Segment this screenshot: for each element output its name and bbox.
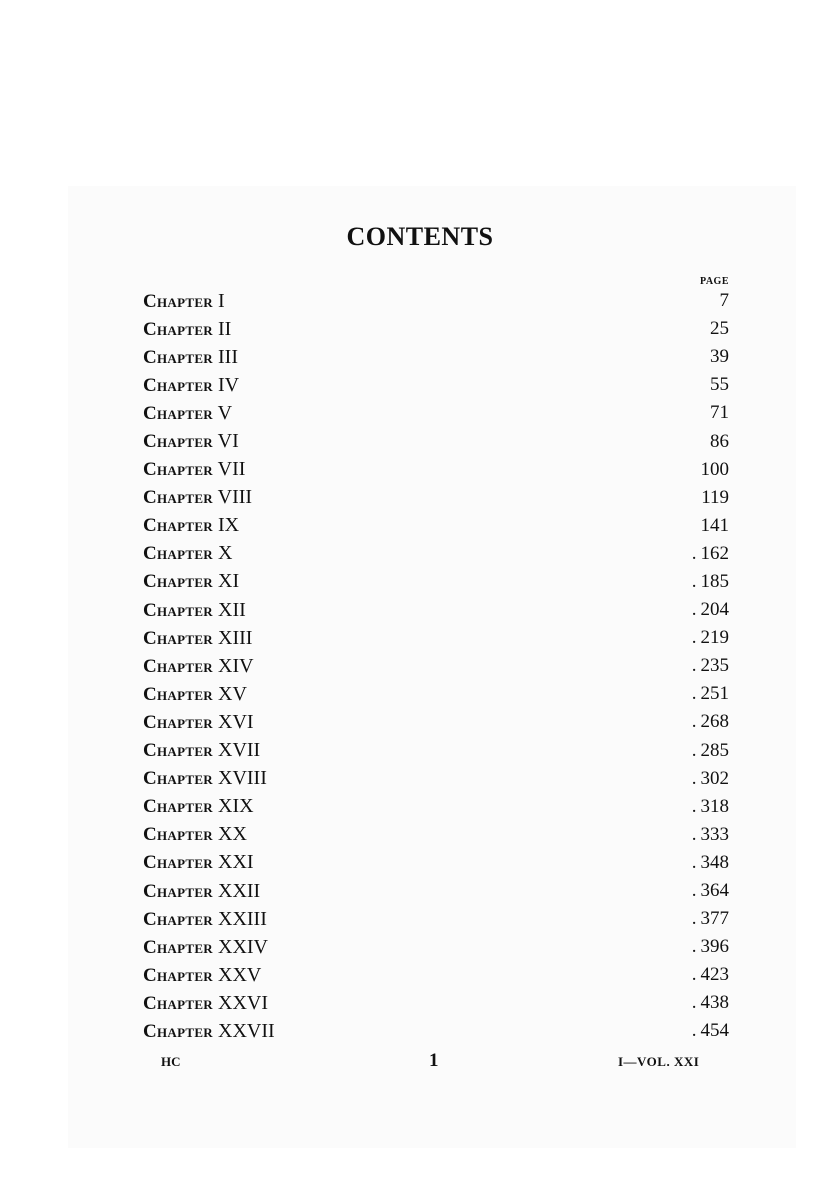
toc-entry <box>143 737 729 765</box>
page-number: 25 <box>710 318 729 340</box>
chapter-number: XXI <box>218 851 254 874</box>
chapter-heading <box>143 908 267 931</box>
chapter-number: XIX <box>218 795 254 818</box>
chapter-page <box>692 796 729 818</box>
chapter-number: III <box>218 345 238 368</box>
chapter-number: XVII <box>218 739 261 762</box>
footer-page-number: 1 <box>429 1050 439 1071</box>
chapter-word: Chapter <box>143 1020 213 1042</box>
chapter-word: Chapter <box>143 852 213 874</box>
chapter-number: XI <box>218 570 240 593</box>
toc-entry <box>143 793 729 821</box>
chapter-word: Chapter <box>143 599 213 621</box>
page-number: 100 <box>700 458 729 480</box>
leader-dot: . <box>691 880 697 902</box>
footer-signature: HC <box>161 1054 181 1069</box>
toc-entry <box>143 315 729 343</box>
leader-dot: . <box>691 851 697 873</box>
chapter-number: XXIII <box>218 907 267 930</box>
chapter-number: XXII <box>218 879 261 902</box>
chapter-word: Chapter <box>143 543 213 565</box>
chapter-word: Chapter <box>143 683 213 705</box>
chapter-word: Chapter <box>143 290 213 312</box>
page-number: 268 <box>700 711 729 733</box>
leader-dot: . <box>691 908 697 930</box>
toc-entry <box>143 849 729 877</box>
chapter-heading <box>143 739 260 762</box>
toc-entry <box>143 961 729 989</box>
table-of-contents <box>143 287 729 1046</box>
chapter-heading <box>143 936 268 959</box>
chapter-heading <box>143 402 232 425</box>
chapter-word: Chapter <box>143 431 213 453</box>
toc-entry <box>143 765 729 793</box>
footer-volume: I—VOL. XXI <box>618 1054 700 1069</box>
chapter-heading <box>143 486 252 509</box>
chapter-heading <box>143 514 239 537</box>
chapter-word: Chapter <box>143 768 213 790</box>
chapter-page <box>692 683 729 705</box>
chapter-page <box>692 627 729 649</box>
page-number: 377 <box>700 908 729 930</box>
chapter-heading <box>143 823 247 846</box>
toc-entry <box>143 821 729 849</box>
chapter-number: VIII <box>217 486 253 509</box>
toc-entry <box>143 540 729 568</box>
chapter-word: Chapter <box>143 796 213 818</box>
chapter-heading <box>143 711 254 734</box>
toc-entry <box>143 989 729 1017</box>
chapter-page <box>692 992 729 1014</box>
chapter-number: XXV <box>218 963 262 986</box>
chapter-page <box>692 740 729 762</box>
page-number: 141 <box>700 514 729 536</box>
page-number: 333 <box>700 823 729 845</box>
leader-dot: . <box>691 795 697 817</box>
chapter-number: IV <box>218 373 240 396</box>
leader-dot: . <box>691 936 697 958</box>
chapter-number: VII <box>217 458 246 481</box>
toc-entry <box>143 1017 729 1045</box>
chapter-heading <box>143 1020 275 1043</box>
chapter-word: Chapter <box>143 908 213 930</box>
leader-dot: . <box>691 964 697 986</box>
chapter-heading <box>143 964 261 987</box>
page-number: 204 <box>700 599 729 621</box>
chapter-page <box>710 431 729 453</box>
chapter-word: Chapter <box>143 571 213 593</box>
chapter-word: Chapter <box>143 459 213 481</box>
page-number: 55 <box>710 374 729 396</box>
chapter-page <box>701 459 730 481</box>
chapter-number: XXIV <box>218 935 268 958</box>
chapter-page <box>692 599 729 621</box>
chapter-heading <box>143 992 268 1015</box>
page-number: 235 <box>700 655 729 677</box>
chapter-heading <box>143 346 238 369</box>
toc-entry <box>143 596 729 624</box>
toc-entry <box>143 427 729 455</box>
chapter-page <box>710 402 729 424</box>
chapter-number: XXVI <box>218 991 268 1014</box>
toc-entry <box>143 877 729 905</box>
chapter-heading <box>143 627 252 650</box>
page-number: 251 <box>700 683 729 705</box>
chapter-number: XIII <box>218 626 253 649</box>
page-number: 438 <box>700 992 729 1014</box>
chapter-page <box>692 824 729 846</box>
chapter-word: Chapter <box>143 402 213 424</box>
chapter-page <box>710 374 729 396</box>
chapter-heading <box>143 655 254 678</box>
chapter-heading <box>143 795 254 818</box>
chapter-number: XX <box>218 823 247 846</box>
chapter-heading <box>143 290 225 313</box>
chapter-heading <box>143 458 245 481</box>
chapter-page <box>692 908 729 930</box>
leader-dot: . <box>691 1020 697 1042</box>
chapter-word: Chapter <box>143 824 213 846</box>
chapter-heading <box>143 683 247 706</box>
chapter-word: Chapter <box>143 487 213 509</box>
chapter-page <box>692 711 729 733</box>
chapter-word: Chapter <box>143 936 213 958</box>
toc-entry <box>143 905 729 933</box>
chapter-page <box>692 964 729 986</box>
chapter-heading <box>143 851 254 874</box>
toc-entry <box>143 343 729 371</box>
chapter-word: Chapter <box>143 627 213 649</box>
page-column-label: PAGE <box>699 276 729 287</box>
chapter-word: Chapter <box>143 346 213 368</box>
chapter-number: XXVII <box>218 1019 275 1042</box>
leader-dot: . <box>691 711 697 733</box>
leader-dot: . <box>691 627 697 649</box>
chapter-word: Chapter <box>143 655 213 677</box>
page-number: 302 <box>700 767 729 789</box>
chapter-number: XIV <box>218 654 254 677</box>
toc-entry <box>143 568 729 596</box>
page-number: 454 <box>700 1020 729 1042</box>
chapter-word: Chapter <box>143 880 213 902</box>
toc-entry <box>143 708 729 736</box>
leader-dot: . <box>691 767 697 789</box>
page-number: 348 <box>700 851 729 873</box>
chapter-word: Chapter <box>143 515 213 537</box>
chapter-word: Chapter <box>143 318 213 340</box>
chapter-page <box>692 852 729 874</box>
toc-entry <box>143 933 729 961</box>
page-number: 396 <box>700 936 729 958</box>
toc-entry <box>143 287 729 315</box>
leader-dot: . <box>691 739 697 761</box>
chapter-heading <box>143 599 246 622</box>
leader-dot: . <box>691 655 697 677</box>
chapter-heading <box>143 570 239 593</box>
chapter-number: XVI <box>218 710 254 733</box>
toc-entry <box>143 652 729 680</box>
chapter-page <box>692 768 729 790</box>
chapter-page <box>710 346 729 368</box>
toc-entry <box>143 371 729 399</box>
chapter-number: VI <box>217 430 239 453</box>
page-number: 71 <box>710 402 729 424</box>
toc-entry <box>143 484 729 512</box>
chapter-page <box>701 487 729 509</box>
leader-dot: . <box>691 542 697 564</box>
chapter-word: Chapter <box>143 711 213 733</box>
chapter-page <box>692 543 729 565</box>
chapter-heading <box>143 880 260 903</box>
chapter-number: XVIII <box>218 767 267 790</box>
page-number: 364 <box>700 880 729 902</box>
chapter-number: V <box>217 401 233 424</box>
page-number: 285 <box>700 739 729 761</box>
leader-dot: . <box>691 570 697 592</box>
chapter-number: IX <box>218 514 240 537</box>
page-number: 423 <box>700 964 729 986</box>
leader-dot: . <box>691 599 697 621</box>
leader-dot: . <box>691 992 697 1014</box>
chapter-number: XII <box>218 598 246 621</box>
chapter-number: XV <box>218 682 247 705</box>
chapter-word: Chapter <box>143 964 213 986</box>
chapter-heading <box>143 430 239 453</box>
chapter-page <box>692 880 729 902</box>
page-title: CONTENTS <box>346 222 494 251</box>
page-number: 86 <box>710 430 729 452</box>
chapter-heading <box>143 318 231 341</box>
page-number: 185 <box>700 570 729 592</box>
leader-dot: . <box>691 823 697 845</box>
chapter-page <box>692 655 729 677</box>
chapter-page <box>701 515 730 537</box>
leader-dot: . <box>691 683 697 705</box>
chapter-page <box>692 571 729 593</box>
chapter-page <box>710 318 729 340</box>
chapter-heading <box>143 767 267 790</box>
toc-entry <box>143 399 729 427</box>
chapter-page <box>692 1020 729 1042</box>
toc-entry <box>143 512 729 540</box>
chapter-page <box>720 290 730 312</box>
toc-entry <box>143 624 729 652</box>
page-number: 162 <box>700 542 729 564</box>
page-number: 318 <box>700 795 729 817</box>
page-number: 119 <box>701 486 729 508</box>
page-number: 7 <box>719 290 729 312</box>
chapter-number: X <box>218 542 233 565</box>
page-number: 39 <box>710 346 729 368</box>
chapter-word: Chapter <box>143 992 213 1014</box>
chapter-word: Chapter <box>143 740 213 762</box>
chapter-number: II <box>218 317 232 340</box>
page-number: 219 <box>700 627 729 649</box>
toc-entry <box>143 680 729 708</box>
chapter-page <box>692 936 729 958</box>
chapter-heading <box>143 542 232 565</box>
toc-entry <box>143 456 729 484</box>
chapter-heading <box>143 374 239 397</box>
chapter-word: Chapter <box>143 374 213 396</box>
chapter-number: I <box>218 289 225 312</box>
